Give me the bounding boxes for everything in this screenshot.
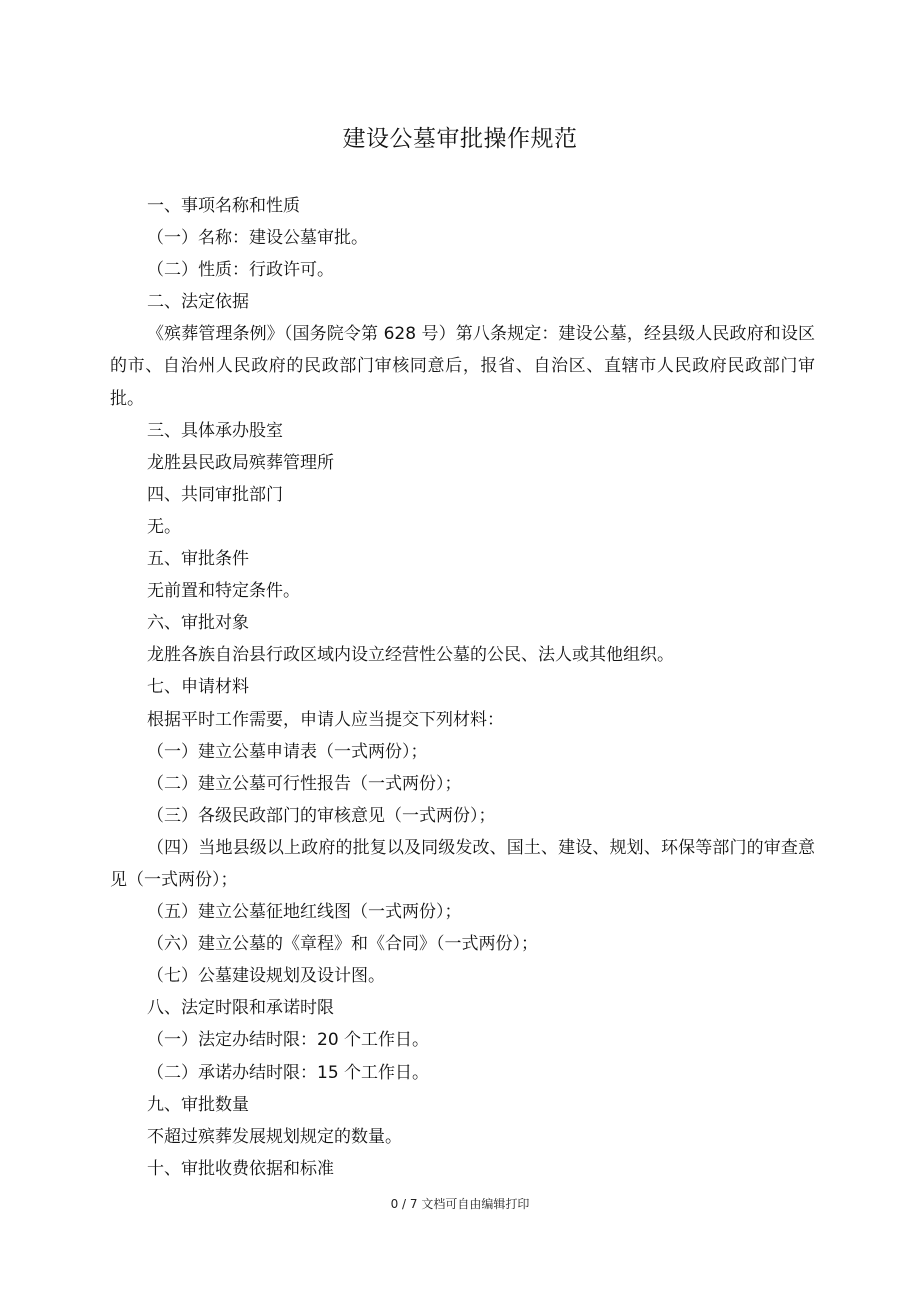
- paragraph: （五）建立公墓征地红线图（一式两份）；: [147, 902, 462, 923]
- paragraph: 无前置和特定条件。: [147, 581, 300, 602]
- paragraph: 十、审批收费依据和标准: [147, 1158, 334, 1179]
- paragraph: （一）法定办结时限：20 个工作日。: [147, 1030, 430, 1051]
- paragraph: 八、法定时限和承诺时限: [147, 998, 334, 1019]
- paragraph: 无。: [147, 516, 181, 537]
- document-body: [110, 190, 815, 1185]
- paragraph: 根据平时工作需要，申请人应当提交下列材料：: [147, 709, 504, 730]
- paragraph: 九、审批数量: [147, 1094, 249, 1115]
- paragraph: 六、审批对象: [147, 613, 249, 634]
- paragraph: （二）性质：行政许可。: [147, 260, 334, 281]
- paragraph: 《殡葬管理条例》（国务院令第 628 号）第八条规定：建设公墓，经县级人民政府和设区的市、自治州人民政府的民政部门审核同意后，报省、自治区、直辖市人民政府民政部门审批。: [110, 324, 815, 409]
- document-title: 建设公墓审批操作规范: [342, 126, 578, 152]
- paragraph: （七）公墓建设规划及设计图。: [147, 966, 385, 987]
- paragraph: 二、法定依据: [147, 292, 249, 313]
- paragraph: 五、审批条件: [147, 549, 249, 570]
- paragraph: 四、共同审批部门: [147, 484, 283, 505]
- paragraph: （四）当地县级以上政府的批复以及同级发改、国土、建设、规划、环保等部门的审查意见（一式两份）；: [110, 837, 815, 890]
- paragraph: （一）建立公墓申请表（一式两份）；: [147, 741, 428, 762]
- paragraph: 龙胜各族自治县行政区域内设立经营性公墓的公民、法人或其他组织。: [147, 645, 674, 666]
- page-footer: 0 / 7 文档可自由编辑打印: [390, 1197, 530, 1211]
- paragraph: （二）承诺办结时限：15 个工作日。: [147, 1062, 430, 1083]
- paragraph: 龙胜县民政局殡葬管理所: [147, 452, 334, 473]
- paragraph: （六）建立公墓的《章程》和《合同》（一式两份）；: [147, 934, 538, 955]
- paragraph: 不超过殡葬发展规划规定的数量。: [147, 1126, 402, 1147]
- paragraph: 一、事项名称和性质: [147, 196, 300, 216]
- paragraph: 七、申请材料: [147, 677, 249, 698]
- paragraph: （二）建立公墓可行性报告（一式两份）；: [147, 773, 462, 794]
- paragraph: （三）各级民政部门的审核意见（一式两份）；: [147, 805, 496, 826]
- paragraph: （一）名称：建设公墓审批。: [147, 228, 368, 249]
- paragraph: 三、具体承办股室: [147, 420, 283, 441]
